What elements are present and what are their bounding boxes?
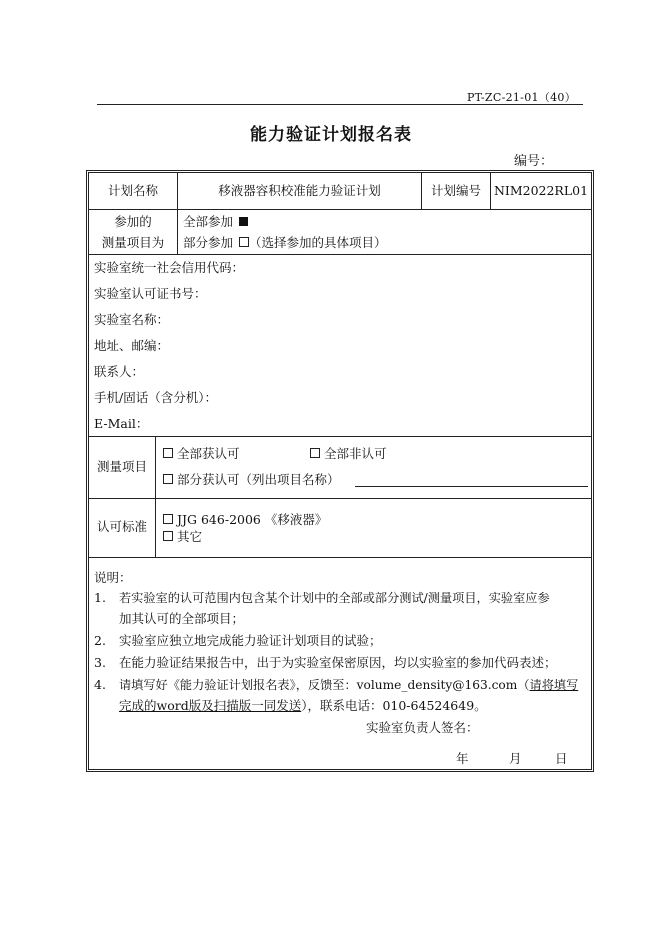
option-label: 部分获认可（列出项目名称）: [177, 472, 340, 487]
header-rule: [97, 104, 583, 105]
note-4-line-1: [119, 677, 578, 693]
standard-label: 认可标准: [96, 519, 147, 534]
row-divider: [89, 498, 591, 499]
option-note: （选择参加的具体项目）: [249, 235, 387, 250]
standard-jjg-option[interactable]: [163, 512, 327, 528]
field-email[interactable]: E-Mail：: [94, 416, 149, 431]
field-phone[interactable]: 手机/固话（含分机）：: [94, 390, 217, 405]
standard-other-option[interactable]: [163, 529, 202, 545]
note-1-line-2: 加其认可的全部项目；: [119, 611, 245, 626]
registration-form: [86, 170, 594, 772]
participation-label-line2: 测量项目为: [101, 235, 165, 250]
field-lab-name[interactable]: 实验室名称：: [94, 312, 170, 327]
row-divider: [89, 209, 591, 210]
option-label: 全部获认可: [177, 446, 240, 461]
option-label: 全部非认可: [324, 446, 387, 461]
checkbox-icon[interactable]: [163, 474, 173, 484]
note-4-line-2: [119, 698, 487, 714]
plan-name-value: 移液器容积校准能力验证计划: [218, 183, 381, 198]
measurement-partial-option[interactable]: [163, 472, 340, 488]
partial-items-blank-line[interactable]: [355, 486, 588, 487]
plan-code-value: NIM2022RL01: [493, 183, 589, 198]
checkbox-icon[interactable]: [310, 448, 320, 458]
row-divider: [89, 254, 591, 255]
participation-all-option[interactable]: [183, 214, 252, 230]
option-label: 部分参加: [183, 235, 234, 250]
row-divider: [89, 436, 591, 437]
note-4-text: 请填写好《能力验证计划报名表》，反馈至：volume_density@163.com（: [119, 678, 530, 692]
page-title: 能力验证计划报名表: [250, 125, 412, 145]
checkbox-icon[interactable]: [239, 237, 249, 247]
field-address[interactable]: 地址、邮编：: [94, 338, 170, 353]
option-label: 其它: [177, 529, 203, 544]
participation-partial-option[interactable]: [183, 235, 387, 251]
note-4-underlined: 完成的word版及扫描版一同发送: [119, 698, 302, 713]
note-number: 2.: [94, 633, 106, 648]
option-label: JJG 646-2006 《移液器》: [177, 512, 328, 527]
plan-code-label: 计划编号: [430, 183, 481, 198]
serial-number-label: 编号：: [514, 154, 554, 169]
checkbox-icon[interactable]: [163, 531, 173, 541]
field-credit-code[interactable]: 实验室统一社会信用代码：: [94, 260, 245, 275]
note-number: 1.: [94, 590, 106, 605]
checkbox-icon[interactable]: [163, 448, 173, 458]
signature-label[interactable]: 实验室负责人签名：: [366, 720, 479, 735]
measurement-all-option[interactable]: [163, 446, 240, 462]
note-3: 在能力验证结果报告中，出于为实验室保密原因，均以实验室的参加代码表述；: [119, 655, 557, 670]
document-code: PT-ZC-21-01（40）: [466, 91, 576, 104]
checked-box-icon[interactable]: [239, 217, 248, 226]
field-contact[interactable]: 联系人：: [94, 364, 145, 379]
date-day-label: 日: [555, 751, 568, 766]
date-month-label: 月: [509, 751, 522, 766]
note-4-text: ），联系电话：010-64524649。: [301, 698, 487, 713]
measurement-label: 测量项目: [96, 459, 147, 474]
notes-title: 说明：: [94, 570, 132, 585]
option-label: 全部参加: [183, 214, 234, 229]
row-divider: [89, 557, 591, 558]
field-accreditation-no[interactable]: 实验室认可证书号：: [94, 286, 207, 301]
note-2: 实验室应独立地完成能力验证计划项目的试验；: [119, 633, 382, 648]
plan-name-label: 计划名称: [107, 183, 158, 198]
note-1-line-1: 若实验室的认可范围内包含某个计划中的全部或部分测试/测量项目，实验室应参: [119, 591, 550, 605]
note-number: 4.: [94, 677, 106, 692]
note-4-underlined: 请将填写: [529, 678, 579, 692]
checkbox-icon[interactable]: [163, 514, 173, 524]
measurement-none-option[interactable]: [310, 446, 387, 462]
col-divider: [155, 436, 156, 557]
participation-label-line1: 参加的: [114, 214, 152, 229]
note-number: 3.: [94, 655, 106, 670]
date-year-label: 年: [456, 751, 469, 766]
